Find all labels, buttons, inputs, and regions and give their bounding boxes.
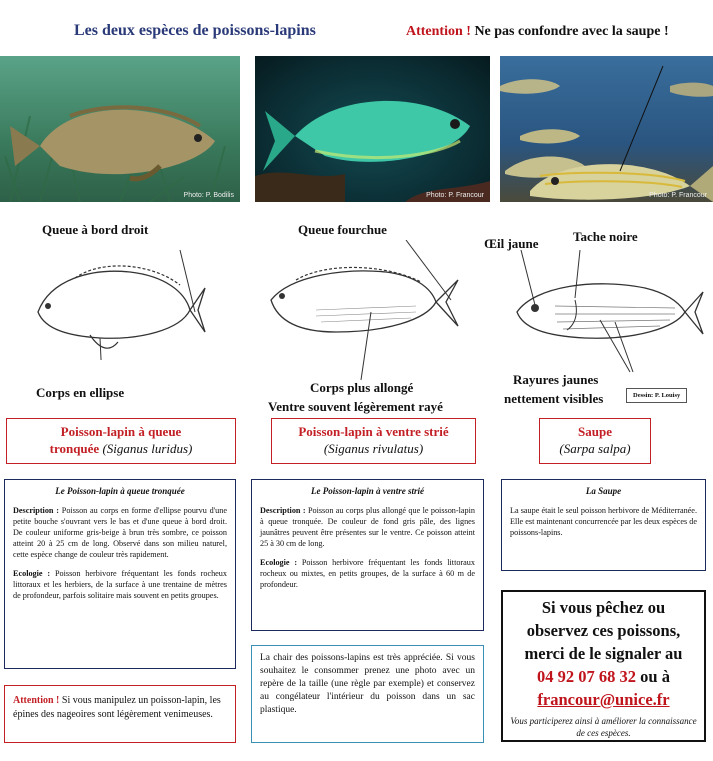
species-common-name-2: tronquée: [49, 441, 100, 456]
label-body-elongated: Corps plus allongé: [310, 380, 414, 395]
drawing-credit: Dessin: P. Louisy: [626, 388, 687, 403]
ecology-text: Poisson herbivore fréquentant les fonds littoraux rocheux ou mixtes, en petits groupes, de la surface à 60 m de profondeur.: [260, 558, 475, 589]
contact-line-2: observez ces poissons,: [526, 621, 681, 640]
description-title: Le Poisson-lapin à queue tronquée: [55, 486, 185, 496]
consumption-text: La chair des poissons-lapins est très appréciée. Si vous souhaitez le consommer prenez une photo avec un repère de la taille (une règle par exemple) et conservez au congélateur l'intérieur du poisson dans un sac plastique.: [260, 653, 475, 715]
contact-box: [501, 590, 706, 742]
label-yellow-eye: Œil jaune: [484, 236, 539, 251]
photo-credit: Photo: P. Bodilis: [183, 192, 234, 199]
description-luridus: [4, 479, 236, 669]
species-latin-name: (Siganus luridus): [102, 441, 193, 456]
description-title: Le Poisson-lapin à ventre strié: [311, 486, 424, 496]
page-title: Les deux espèces de poissons-lapins: [74, 22, 316, 39]
description-text: La saupe était le seul poisson herbivore de Méditerranée. Elle est maintenant concurrencée par les deux espèces de poissons-lapins.: [510, 506, 697, 537]
ecology-text: Poisson herbivore fréquentant les fonds rocheux littoraux et les herbiers, de la surface à une trentaine de mètres de profondeur, parfois solitaire mais souvent en petits groupes.: [13, 569, 227, 600]
label-yellow-stripes-2: nettement visibles: [504, 391, 604, 406]
label-black-spot: Tache noire: [573, 229, 638, 244]
species-common-name: Saupe: [578, 424, 612, 439]
warning-text: Ne pas confondre avec la saupe !: [470, 24, 669, 39]
contact-line-1: Si vous pêchez ou: [541, 598, 666, 617]
species-latin-name: (Sarpa salpa): [559, 441, 631, 456]
contact-line-3: merci de le signaler au: [524, 644, 683, 663]
label-tail-forked: Queue fourchue: [298, 222, 387, 237]
species-name-saupe: [539, 418, 651, 464]
drawing-siganus-rivulatus: [266, 240, 466, 380]
description-title: La Saupe: [585, 486, 622, 496]
photo-credit: Photo: P. Francour: [649, 192, 707, 199]
venom-warning: [4, 685, 236, 743]
drawing-sarpa-salpa: [505, 250, 710, 375]
photo-sarpa-salpa: [500, 56, 713, 202]
venom-warning-label: Attention !: [13, 695, 60, 706]
species-common-name: Poisson-lapin à queue: [60, 424, 182, 439]
description-label: Description :: [260, 506, 306, 515]
species-name-rivulatus: [271, 418, 476, 464]
description-saupe: [501, 479, 706, 571]
description-label: Description :: [13, 506, 59, 515]
species-common-name: Poisson-lapin à ventre strié: [298, 424, 449, 439]
photo-siganus-rivulatus: [255, 56, 490, 202]
warning-prefix: Attention !: [406, 24, 471, 39]
ecology-paragraph: [13, 568, 227, 601]
contact-footer: Vous participerez ainsi à améliorer la connaissance de ces espèces.: [510, 716, 697, 738]
contact-phone-line: [509, 665, 698, 688]
label-belly-striped: Ventre souvent légèrement rayé: [268, 399, 443, 414]
species-name-luridus: [6, 418, 236, 464]
confusion-warning: [406, 24, 669, 40]
description-text: Poisson au corps en forme d'ellipse pourvu d'une petite bouche s'ouvrant vers le bas et d'une queue à bord droit. De couleur uniforme gris-beige à brun très sombre, ce poisson atteint 20 à 25 cm de long. Observé dans son milieu naturel, cette espèce change de couleur très rapidement.: [13, 506, 227, 559]
label-yellow-stripes-1: Rayures jaunes: [513, 372, 599, 387]
species-latin-name: (Siganus rivulatus): [323, 441, 424, 456]
contact-or: ou à: [636, 667, 670, 686]
venom-warning-text: Si vous manipulez un poisson-lapin, les épines des nageoires sont légèrement venimeuses.: [13, 695, 221, 720]
photo-siganus-luridus: [0, 56, 240, 202]
description-paragraph: [260, 505, 475, 549]
photo-luridus-image: [0, 56, 240, 202]
photo-salpa-image: [500, 56, 713, 202]
ecology-label: Ecologie :: [13, 569, 51, 578]
contact-phone[interactable]: 04 92 07 68 32: [537, 667, 637, 686]
drawing-siganus-luridus: [30, 240, 230, 360]
photo-rivulatus-image: [255, 56, 490, 202]
description-paragraph: [13, 505, 227, 560]
description-text: Poisson au corps plus allongé que le poisson-lapin à queue tronquée. De couleur de fond gris pâle, des lignes jaunâtres peuvent être présentes sur le ventre. Ce poisson atteint 25 à 30 cm de long.: [260, 506, 475, 548]
photo-credit: Photo: P. Francour: [426, 192, 484, 199]
label-tail-straight: Queue à bord droit: [42, 222, 149, 237]
consumption-note: [251, 645, 484, 743]
contact-email[interactable]: francour@unice.fr: [537, 690, 670, 709]
description-rivulatus: [251, 479, 484, 631]
ecology-paragraph: [260, 557, 475, 590]
label-body-ellipse: Corps en ellipse: [36, 385, 125, 400]
ecology-label: Ecologie :: [260, 558, 298, 567]
